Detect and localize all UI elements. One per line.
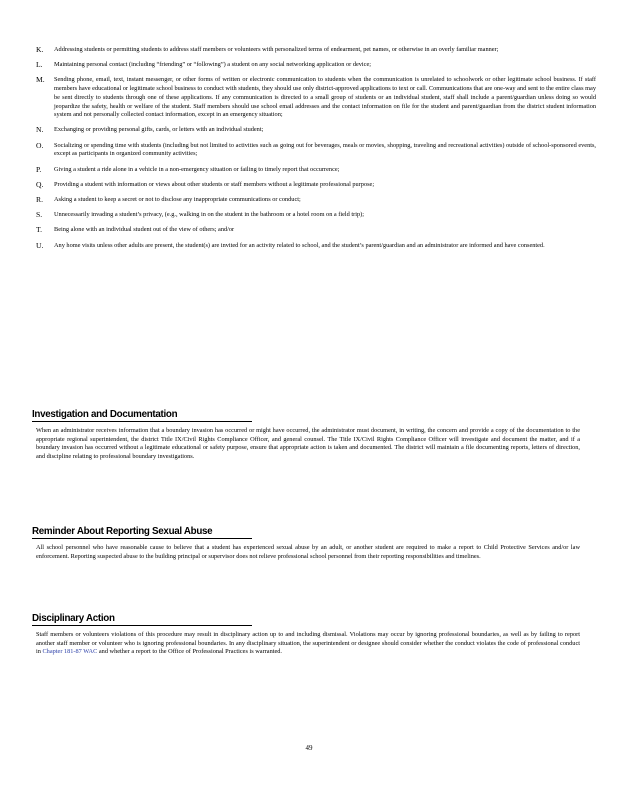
- investigation-paragraph: When an administrator receives information that a boundary invasion has occurred or might have occurred, the administrator must document, in writing, the concern and provide a copy of the documentation to the appropriate regional superintendent, the district Title IX/Civil Rights Compliance Officer, and general counsel. The Title IX/Civil Rights Compliance Officer will investigate and document the matter, and if a boundary invasion has occurred without a legitimate educational or safety purpose, ensure that appropriate action is taken and documented. The district will maintain a file documenting reports, letters of direction, and discipline relating to professional boundary investigations.: [36, 427, 580, 461]
- list-item: [36, 226, 596, 235]
- list-item-letter: S.: [36, 210, 43, 220]
- list-item-letter: N.: [36, 125, 44, 135]
- list-item-text: Exchanging or providing personal gifts, cards, or letters with an individual student;: [54, 126, 264, 134]
- list-item: [36, 142, 596, 159]
- list-item-letter: Q.: [36, 179, 44, 189]
- conduct-list: [36, 46, 596, 257]
- list-item-letter: L.: [36, 60, 43, 70]
- disciplinary-section: [32, 608, 584, 657]
- list-item-letter: T.: [36, 225, 42, 235]
- list-item-letter: P.: [36, 164, 42, 174]
- reminder-section: [32, 521, 584, 561]
- list-item-letter: R.: [36, 194, 43, 204]
- disciplinary-paragraph: [36, 631, 580, 657]
- list-item: [36, 46, 596, 55]
- list-item-letter: M.: [36, 75, 45, 85]
- wac-chapter-link[interactable]: Chapter 181-87 WAC: [42, 648, 98, 656]
- list-item-text: Unnecessarily invading a student’s privacy, (e.g., walking in on the student in the bathroom or a hotel room on a field trip);: [54, 211, 364, 219]
- list-item: [36, 76, 596, 120]
- list-item: [36, 126, 596, 135]
- list-item: [36, 61, 596, 70]
- list-item-text: Addressing students or permitting students to address staff members or volunteers with personalized terms of endearment, pet names, or otherwise in an overly familiar manner;: [54, 46, 499, 53]
- list-item-text: Being alone with an individual student out of the view of others; and/or: [54, 226, 235, 234]
- list-item-text: Socializing or spending time with students (including but not limited to activities such as going out for beverages, meals or movies, shopping, traveling and recreational activities) outside of school-sponsored events, except as participants in organized community activities;: [54, 141, 596, 158]
- investigation-section: [32, 404, 584, 462]
- list-item: [36, 242, 596, 251]
- list-item-text: Giving a student a ride alone in a vehicle in a non-emergency situation or failing to timely report that occurrence;: [54, 165, 340, 173]
- reminder-heading: Reminder About Reporting Sexual Abuse: [32, 526, 252, 539]
- list-item-text: Any home visits unless other adults are present, the student(s) are invited for an activity related to school, and the student’s parent/guardian and an administrator are informed and have consented.: [54, 241, 545, 249]
- list-item: [36, 196, 596, 205]
- investigation-heading: Investigation and Documentation: [32, 409, 252, 422]
- list-item-letter: O.: [36, 140, 44, 150]
- disciplinary-text-start: Staff members or volunteers violations of this procedure may result in disciplinary action up to and including dismissal. Violations may occur by ignoring professional boundaries, as well as by failing to report another staff member or volunteer who is ignoring professional boundaries. In any disciplinary situation, the superintendent or designee should consider whether the conduct violates the code of professional conduct in: [36, 631, 580, 656]
- list-item: [36, 166, 596, 175]
- disciplinary-heading: Disciplinary Action: [32, 613, 252, 626]
- list-item-text: Providing a student with information or views about other students or staff members without a legitimate professional purpose;: [54, 180, 375, 188]
- disciplinary-text-end: and whether a report to the Office of Professional Practices is warranted.: [97, 648, 282, 656]
- list-item-letter: U.: [36, 240, 44, 250]
- list-item: [36, 181, 596, 190]
- list-item-letter: K.: [36, 45, 44, 54]
- reminder-paragraph: All school personnel who have reasonable cause to believe that a student has experienced sexual abuse by an adult, or another student are required to make a report to Child Protective Services and/or law enforcement. Reporting suspected abuse to the building principal or supervisor does not relieve professional school personnel from their reporting responsibilities and timelines.: [36, 544, 580, 560]
- list-item-text: Sending phone, email, text, instant messenger, or other forms of written or electronic communication to students when the communication is unrelated to schoolwork or other legitimate school business. If staff members have educational or legitimate school business to conduct with students, they should use only district-approved applications to text or call. Communications that are one-way and sent to the entire class may be sent directly to students through one of these applications. If any communication is directed to a small group of students or an individual student, staff shall include a parent/guardian unless doing so would jeopardize the safety, health or welfare of the student. Staff members should use school email addresses and the contact information on file for the student and parent/guardian from the district student information system and not personally collected contact information, except in an emergency situation;: [54, 76, 596, 119]
- list-item-text: Maintaining personal contact (including “friending” or “following”) a student on any social networking application or device;: [54, 61, 372, 69]
- list-item: [36, 211, 596, 220]
- list-item-text: Asking a student to keep a secret or not to disclose any inappropriate communications or conduct;: [54, 195, 301, 203]
- page-number: 49: [305, 744, 313, 752]
